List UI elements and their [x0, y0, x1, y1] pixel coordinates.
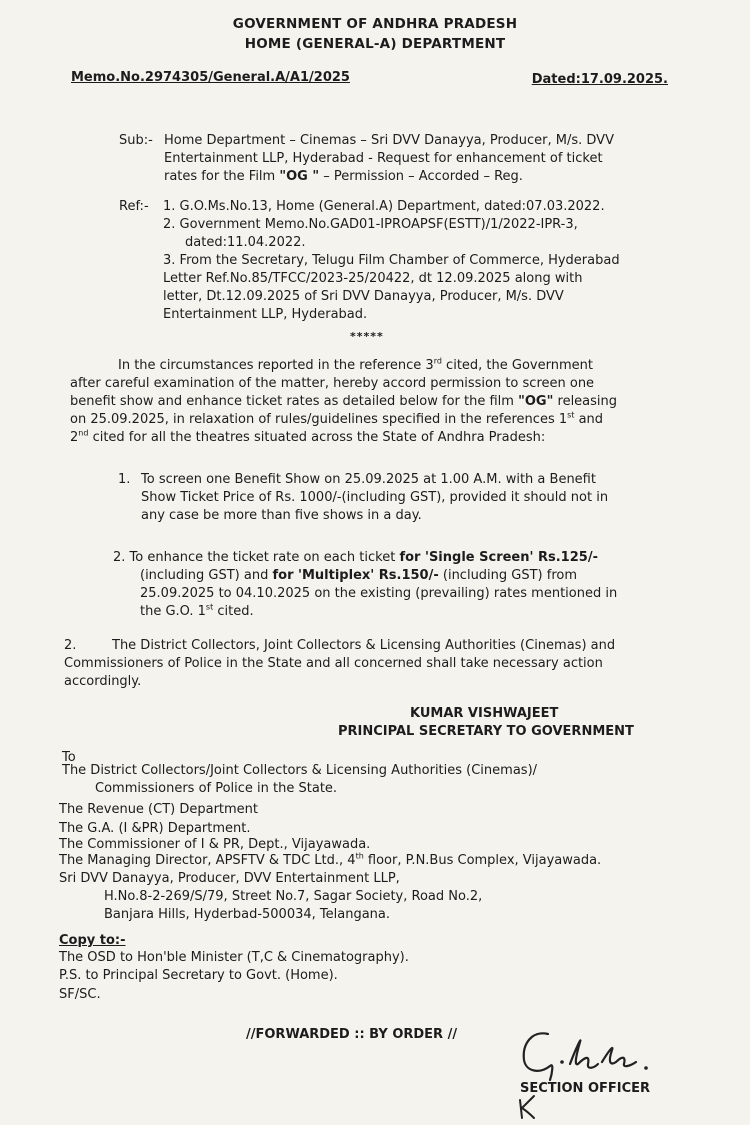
reference-item: Entertainment LLP, Hyderabad.	[163, 307, 368, 322]
memo-date: Dated:17.09.2025.	[531, 72, 668, 87]
recipient-text: floor, P.N.Bus Complex, Vijayawada.	[363, 853, 602, 868]
paragraph-number: 2.	[64, 638, 77, 653]
reference-item: 2. Government Memo.No.GAD01-IPROAPSF(ESTT)/1/2022-IPR-3,	[163, 217, 578, 232]
item-line: Show Ticket Price of Rs. 1000/-(including GST), provided it should not in	[141, 490, 609, 505]
subject-text: – Permission – Accorded – Reg.	[319, 169, 523, 184]
subject-line: Entertainment LLP, Hyderabad - Request for enhancement of ticket	[164, 151, 603, 166]
superscript: th	[355, 851, 364, 861]
paragraph-text: releasing	[553, 394, 618, 409]
subject-text: rates for the Film	[164, 169, 280, 184]
subject-label: Sub:-	[119, 133, 153, 148]
item-line: any case be more than five shows in a day.	[141, 508, 422, 523]
paragraph-line: after careful examination of the matter, hereby accord permission to screen one	[70, 376, 595, 391]
subject-line	[164, 168, 523, 187]
item-line: To screen one Benefit Show on 25.09.2025 at 1.00 A.M. with a Benefit	[141, 472, 596, 487]
recipient-text: The Managing Director, APSFTV & TDC Ltd., 4	[59, 853, 356, 868]
signatory-name: KUMAR VISHWAJEET	[410, 706, 559, 721]
single-screen-rate: for 'Single Screen' Rs.125/-	[399, 550, 598, 565]
handwritten-signature	[510, 1022, 690, 1122]
paragraph-text: and	[574, 412, 604, 427]
signatory-title: PRINCIPAL SECRETARY TO GOVERNMENT	[338, 724, 634, 739]
reference-item: Letter Ref.No.85/TFCC/2023-25/20422, dt 12.09.2025 along with	[163, 271, 583, 286]
reference-item: dated:11.04.2022.	[185, 235, 306, 250]
paragraph-line	[70, 393, 617, 412]
item-text: cited.	[213, 604, 254, 619]
recipient-line: H.No.8-2-269/S/79, Street No.7, Sagar Society, Road No.2,	[104, 889, 483, 904]
paragraph-text: In the circumstances reported in the reference 3	[118, 358, 434, 373]
copy-line: SF/SC.	[59, 987, 101, 1002]
multiplex-rate: for 'Multiplex' Rs.150/-	[272, 568, 439, 583]
item-line	[140, 603, 254, 622]
reference-item: 3. From the Secretary, Telugu Film Chamber of Commerce, Hyderabad	[163, 253, 620, 268]
to-label: To	[62, 750, 76, 765]
item-number: 1.	[118, 472, 131, 487]
item-text: (including GST) and	[140, 568, 273, 583]
paragraph-text: benefit show and enhance ticket rates as detailed below for the film	[70, 394, 519, 409]
item-line	[140, 567, 577, 586]
superscript: nd	[78, 428, 89, 438]
item-text: the G.O. 1	[140, 604, 206, 619]
subject-line: Home Department – Cinemas – Sri DVV Danayya, Producer, M/s. DVV	[164, 133, 614, 148]
recipient-line: The Commissioner of I & PR, Dept., Vijayawada.	[59, 837, 371, 852]
reference-item: letter, Dt.12.09.2025 of Sri DVV Danayya, Producer, M/s. DVV	[163, 289, 564, 304]
recipient-line: Sri DVV Danayya, Producer, DVV Entertainment LLP,	[59, 871, 400, 886]
item-line: 25.09.2025 to 04.10.2025 on the existing (prevailing) rates mentioned in	[140, 586, 618, 601]
paragraph-line	[118, 357, 593, 376]
item-text: (including GST) from	[438, 568, 578, 583]
paragraph-line: accordingly.	[64, 674, 142, 689]
recipient-line: Banjara Hills, Hyderbad-500034, Telangana.	[104, 907, 391, 922]
recipient-line: The Revenue (CT) Department	[59, 802, 259, 817]
recipient-line: Commissioners of Police in the State.	[95, 781, 338, 796]
separator-stars: *****	[350, 330, 384, 343]
item-text: 2. To enhance the ticket rate on each ticket	[113, 550, 400, 565]
superscript: st	[567, 410, 575, 420]
reference-item: 1. G.O.Ms.No.13, Home (General.A) Department, dated:07.03.2022.	[163, 199, 605, 214]
superscript: rd	[433, 356, 442, 366]
references-label: Ref:-	[119, 199, 149, 214]
header-government: GOVERNMENT OF ANDHRA PRADESH	[232, 16, 518, 32]
film-name: "OG"	[518, 394, 554, 409]
copy-line: The OSD to Hon'ble Minister (T,C & Cinematography).	[59, 950, 409, 965]
item-line	[113, 549, 598, 568]
recipient-line: The District Collectors/Joint Collectors & Licensing Authorities (Cinemas)/	[62, 763, 538, 778]
forwarded-by-order: //FORWARDED :: BY ORDER //	[246, 1027, 458, 1042]
paragraph-line: Commissioners of Police in the State and all concerned shall take necessary action	[64, 656, 603, 671]
section-officer: SECTION OFFICER	[520, 1081, 651, 1096]
paragraph-text: cited for all the theatres situated across the State of Andhra Pradesh:	[88, 430, 546, 445]
paragraph-text: 2	[70, 430, 79, 445]
copy-line: P.S. to Principal Secretary to Govt. (Home).	[59, 968, 338, 983]
film-name: "OG "	[279, 169, 320, 184]
paragraph-text: cited, the Government	[441, 358, 593, 373]
copy-label: Copy to:-	[59, 933, 126, 948]
superscript: st	[205, 602, 214, 612]
recipient-line: The G.A. (I &PR) Department.	[59, 821, 251, 836]
paragraph-line	[70, 411, 603, 430]
memo-number: Memo.No.2974305/General.A/A1/2025	[71, 70, 350, 85]
paragraph-text: on 25.09.2025, in relaxation of rules/guidelines specified in the references 1	[70, 412, 568, 427]
paragraph-line: The District Collectors, Joint Collectors & Licensing Authorities (Cinemas) and	[112, 638, 616, 653]
paragraph-line	[70, 429, 545, 448]
header-department: HOME (GENERAL-A) DEPARTMENT	[244, 36, 506, 52]
recipient-line	[59, 852, 601, 871]
